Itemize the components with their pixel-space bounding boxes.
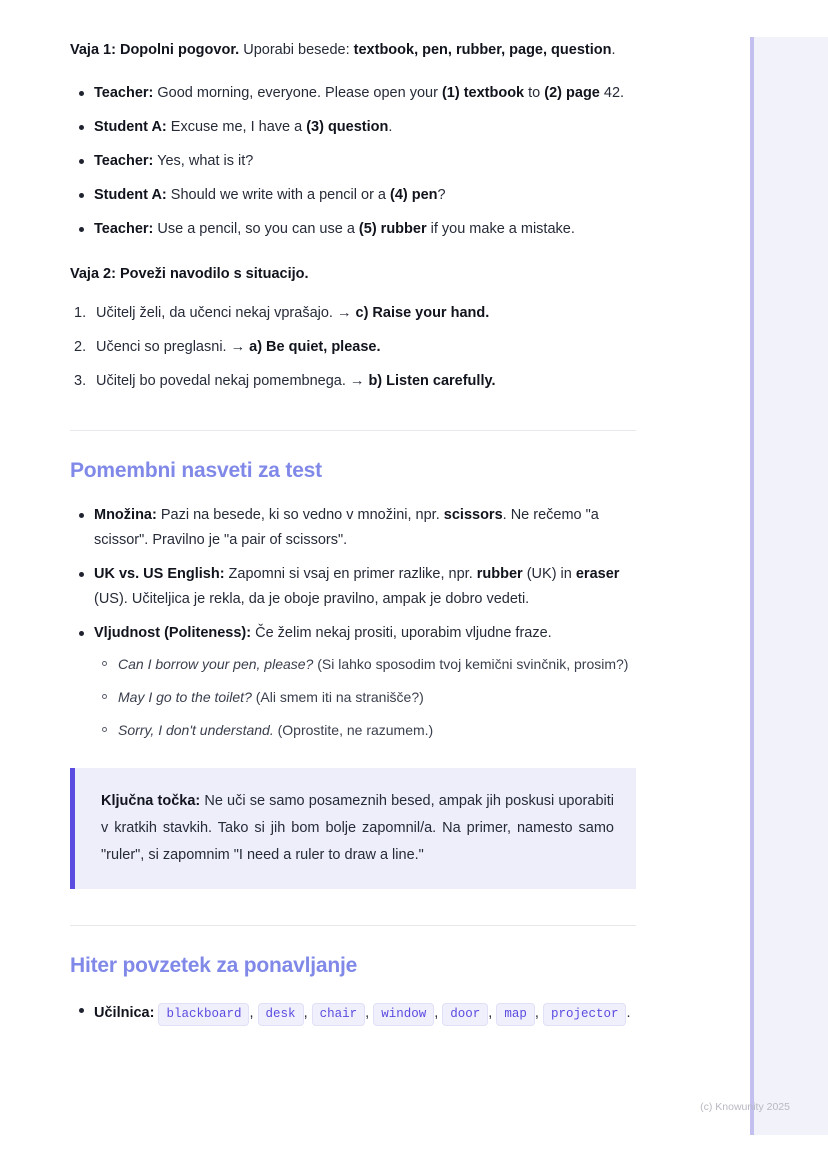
section-divider [70, 925, 636, 926]
vocab-chip-projector[interactable]: projector [543, 1003, 627, 1026]
tip-text: (UK) in [522, 566, 576, 582]
exercise-1-heading-bold: Vaja 1: Dopolni pogovor. [70, 42, 240, 58]
list-item [94, 685, 636, 709]
document-body [70, 38, 636, 1037]
list-item [70, 998, 636, 1028]
section-divider [70, 430, 636, 431]
exercise-1-heading-intro: Uporabi besede: [239, 42, 354, 58]
dialogue-text: Excuse me, I have a [166, 119, 307, 135]
tip-label: Množina: [94, 507, 157, 523]
dialogue-speaker: Teacher: [94, 153, 154, 169]
dialogue-text: Use a pencil, so you can use a [153, 221, 359, 237]
tip-text: Zapomni si vsaj en primer razlike, npr. [224, 566, 477, 582]
list-item [70, 621, 636, 742]
right-side-panel [750, 37, 828, 1135]
key-point-text: Ne uči se samo posameznih besed, ampak jih poskusi uporabiti v kratkih stavkih. Tako si jih bom bolje zapomnil/a. Na primer, namesto samo "ruler", si zapomnim "I need a ruler to draw a line." [101, 793, 614, 863]
chip-separator: , [488, 1005, 493, 1021]
summary-list [70, 998, 636, 1028]
tip-label: UK vs. US English: [94, 566, 225, 582]
arrow-icon: → [349, 373, 365, 389]
exercise-1-heading-period: . [611, 42, 616, 58]
tip-text: (US). Učiteljica je rekla, da je oboje pravilno, ampak je dobro vedeti. [94, 591, 530, 607]
copyright-footer: (c) Knowunity 2025 [700, 1101, 790, 1113]
phrase-translation: (Oprostite, ne razumem.) [273, 722, 434, 738]
dialogue-list [70, 81, 636, 242]
matching-list [70, 301, 636, 394]
vocab-chip-desk[interactable]: desk [258, 1003, 304, 1026]
chip-separator: , [303, 1005, 308, 1021]
tip-label: Vljudnost (Politeness): [94, 625, 252, 641]
vocab-chip-chair[interactable]: chair [312, 1003, 366, 1026]
vocab-chip-blackboard[interactable]: blackboard [158, 1003, 249, 1026]
key-point-label: Ključna točka: [101, 793, 201, 809]
list-item [70, 81, 636, 106]
chip-terminator: . [626, 1005, 631, 1021]
list-item [70, 115, 636, 140]
tips-section-title: Pomembni nasveti za test [70, 459, 322, 482]
dialogue-text: Should we write with a pencil or a [166, 187, 391, 203]
tip-keyword: scissors [443, 507, 503, 523]
dialogue-text: if you make a mistake. [426, 221, 575, 237]
tip-text: Če želim nekaj prositi, uporabim vljudne fraze. [251, 625, 552, 641]
summary-label: Učilnica: [94, 1005, 155, 1021]
phrase-english: Sorry, I don't understand. [118, 722, 274, 738]
list-item [70, 217, 636, 242]
list-item [70, 183, 636, 208]
chip-separator: , [534, 1005, 539, 1021]
match-answer: c) Raise your hand. [355, 305, 490, 321]
arrow-icon: → [230, 339, 246, 355]
chip-separator: , [365, 1005, 370, 1021]
tip-keyword: eraser [575, 566, 620, 582]
list-item [70, 335, 636, 360]
match-answer: b) Listen carefully. [368, 373, 496, 389]
chip-separator: , [249, 1005, 254, 1021]
vocab-chip-window[interactable]: window [373, 1003, 434, 1026]
list-item [70, 369, 636, 394]
match-prompt: Učitelj želi, da učenci nekaj vprašajo. [96, 305, 333, 321]
dialogue-text: ? [437, 187, 446, 203]
vocab-chip-door[interactable]: door [442, 1003, 488, 1026]
chip-separator: , [434, 1005, 439, 1021]
list-item [70, 149, 636, 174]
list-item [94, 718, 636, 742]
dialogue-answer: (5) rubber [358, 221, 427, 237]
dialogue-answer: (4) pen [390, 187, 438, 203]
right-side-panel-rail[interactable] [750, 37, 754, 1135]
vocab-chip-map[interactable]: map [496, 1003, 535, 1026]
dialogue-text: . [388, 119, 393, 135]
dialogue-speaker: Teacher: [94, 85, 154, 101]
phrase-translation: (Ali smem iti na stranišče?) [251, 689, 424, 705]
dialogue-text: Yes, what is it? [153, 153, 254, 169]
dialogue-answer: (2) page [544, 85, 600, 101]
exercise-1-heading [70, 38, 636, 63]
match-answer: a) Be quiet, please. [249, 339, 381, 355]
list-item [70, 562, 636, 612]
phrase-english: May I go to the toilet? [118, 689, 252, 705]
key-point-callout [70, 768, 636, 889]
dialogue-text: to [524, 85, 545, 101]
dialogue-speaker: Student A: [94, 187, 167, 203]
key-point-paragraph [101, 788, 614, 869]
phrase-translation: (Si lahko sposodim tvoj kemični svinčnik, prosim?) [313, 656, 629, 672]
exercise-2-heading: Vaja 2: Poveži navodilo s situacijo. [70, 266, 309, 282]
list-item [70, 301, 636, 326]
tip-keyword: rubber [476, 566, 523, 582]
list-item [94, 652, 636, 676]
dialogue-answer: (1) textbook [441, 85, 525, 101]
exercise-1-word-list: textbook, pen, rubber, page, question [353, 42, 612, 58]
list-item [70, 503, 636, 553]
dialogue-speaker: Student A: [94, 119, 167, 135]
tip-text: . Ne rečemo "a scissor". Pravilno je "a pair of scissors". [94, 507, 599, 548]
tips-list [70, 503, 636, 742]
tip-text: Pazi na besede, ki so vedno v množini, npr. [156, 507, 444, 523]
arrow-icon: → [336, 305, 352, 321]
match-prompt: Učenci so preglasni. [96, 339, 227, 355]
dialogue-answer: (3) question [306, 119, 389, 135]
dialogue-text: 42. [599, 85, 625, 101]
phrase-english: Can I borrow your pen, please? [118, 656, 314, 672]
polite-phrases-list [94, 652, 636, 742]
summary-section-title: Hiter povzetek za ponavljanje [70, 954, 358, 977]
dialogue-speaker: Teacher: [94, 221, 154, 237]
match-prompt: Učitelj bo povedal nekaj pomembnega. [96, 373, 346, 389]
dialogue-text: Good morning, everyone. Please open your [153, 85, 442, 101]
